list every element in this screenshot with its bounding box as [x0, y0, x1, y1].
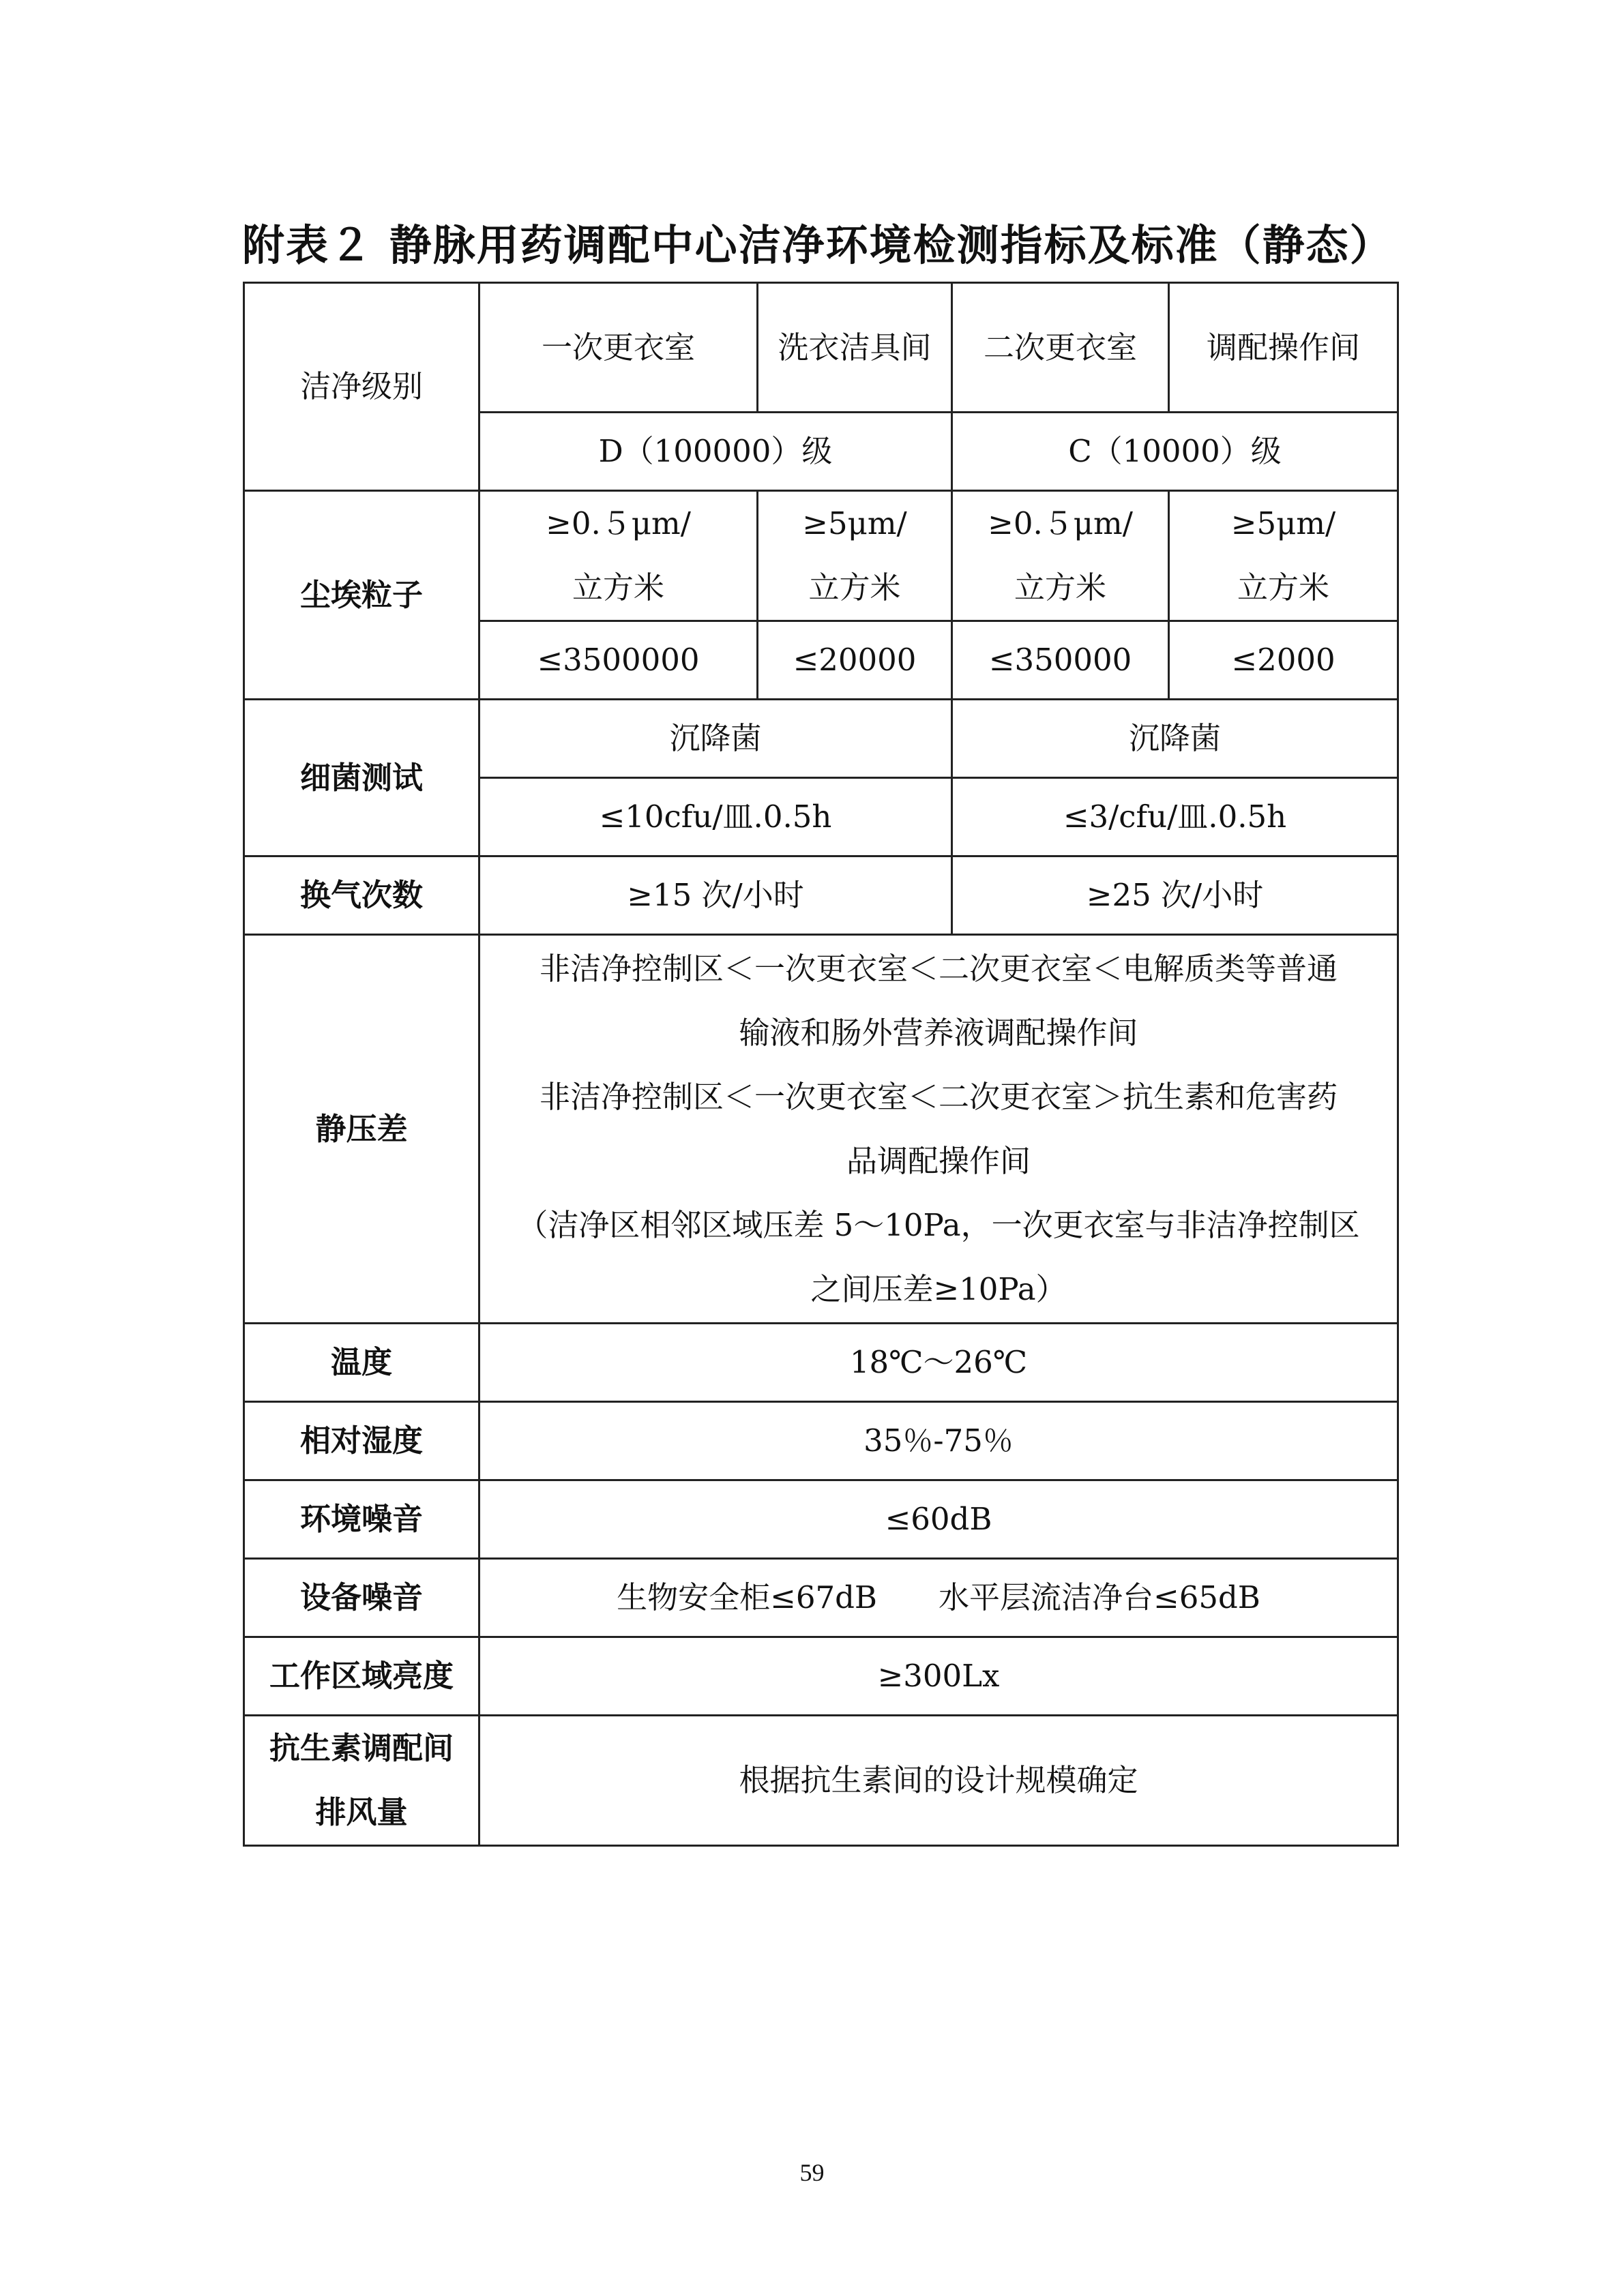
environment-standards-table	[243, 282, 1399, 1847]
room-compounding: 调配操作间	[1169, 283, 1398, 413]
table-row	[244, 935, 1398, 1324]
exhaust-label-line: 抗生素调配间	[269, 1730, 454, 1766]
pressure-line: 非洁净控制区＜一次更衣室＜二次更衣室＜电解质类等普通	[539, 950, 1338, 987]
table-row	[244, 700, 1398, 778]
dust-limit: ≤3500000	[479, 621, 758, 700]
dust-size-line: ≥0.５μm/	[546, 505, 691, 541]
row-label-cleanliness: 洁净级别	[244, 283, 479, 491]
row-label-air-change: 换气次数	[244, 856, 479, 935]
pressure-line: 品调配操作间	[846, 1142, 1031, 1179]
grade-d: D（100000）级	[479, 413, 952, 491]
row-label-bacteria: 细菌测试	[244, 700, 479, 856]
dust-size-unit: 立方米	[808, 569, 901, 606]
dust-size-cell	[479, 491, 758, 621]
table-row	[244, 1559, 1398, 1637]
table-row	[244, 1480, 1398, 1559]
dust-size-unit: 立方米	[1014, 569, 1106, 606]
pressure-line: 非洁净控制区＜一次更衣室＜二次更衣室＞抗生素和危害药	[539, 1078, 1338, 1115]
bacteria-method-d: 沉降菌	[479, 700, 952, 778]
table-row	[244, 491, 1398, 621]
page-title: 附表２ 静脉用药调配中心洁净环境检测指标及标准（静态）	[242, 220, 1393, 270]
dust-size-line: ≥5μm/	[1230, 505, 1336, 541]
pressure-line: 输液和肠外营养液调配操作间	[739, 1014, 1138, 1051]
room-second-changing: 二次更衣室	[952, 283, 1169, 413]
air-change-d: ≥15 次/小时	[479, 856, 952, 935]
row-label-env-noise: 环境噪音	[244, 1480, 479, 1559]
row-label-dust: 尘埃粒子	[244, 491, 479, 700]
row-label-pressure: 静压差	[244, 935, 479, 1324]
bacteria-method-c: 沉降菌	[952, 700, 1398, 778]
table-row	[244, 1716, 1398, 1846]
row-label-humidity: 相对湿度	[244, 1402, 479, 1480]
row-label-equip-noise: 设备噪音	[244, 1559, 479, 1637]
dust-limit: ≤350000	[952, 621, 1169, 700]
dust-limit: ≤2000	[1169, 621, 1398, 700]
air-change-c: ≥25 次/小时	[952, 856, 1398, 935]
page-number: 59	[799, 2159, 825, 2186]
grade-c: C（10000）级	[952, 413, 1398, 491]
dust-size-cell	[952, 491, 1169, 621]
dust-limit: ≤20000	[758, 621, 952, 700]
pressure-line: （洁净区相邻区域压差 5～10Pa，一次更衣室与非洁净控制区	[517, 1206, 1360, 1243]
room-first-changing: 一次更衣室	[479, 283, 758, 413]
room-laundry: 洗衣洁具间	[758, 283, 952, 413]
dust-size-line: ≥0.５μm/	[988, 505, 1133, 541]
env-noise-value: ≤60dB	[479, 1480, 1398, 1559]
dust-size-unit: 立方米	[572, 569, 664, 606]
pressure-description	[479, 935, 1398, 1324]
table-row	[244, 1324, 1398, 1402]
table-row	[244, 283, 1398, 413]
table-row	[244, 1402, 1398, 1480]
bacteria-limit-d: ≤10cfu/皿.0.5h	[479, 778, 952, 856]
humidity-value: 35％-75％	[479, 1402, 1398, 1480]
bacteria-limit-c: ≤3/cfu/皿.0.5h	[952, 778, 1398, 856]
dust-size-unit: 立方米	[1237, 569, 1329, 606]
exhaust-label-line: 排风量	[315, 1794, 408, 1830]
temperature-value: 18℃～26℃	[479, 1324, 1398, 1402]
table-row	[244, 1637, 1398, 1716]
exhaust-value: 根据抗生素间的设计规模确定	[479, 1716, 1398, 1846]
dust-size-cell	[1169, 491, 1398, 621]
pressure-line: 之间压差≥10Pa）	[810, 1270, 1067, 1307]
row-label-brightness: 工作区域亮度	[244, 1637, 479, 1716]
dust-size-cell	[758, 491, 952, 621]
table-row	[244, 856, 1398, 935]
dust-size-line: ≥5μm/	[802, 505, 907, 541]
row-label-exhaust	[244, 1716, 479, 1846]
brightness-value: ≥300Lx	[479, 1637, 1398, 1716]
equip-noise-value: 生物安全柜≤67dB 水平层流洁净台≤65dB	[479, 1559, 1398, 1637]
row-label-temperature: 温度	[244, 1324, 479, 1402]
